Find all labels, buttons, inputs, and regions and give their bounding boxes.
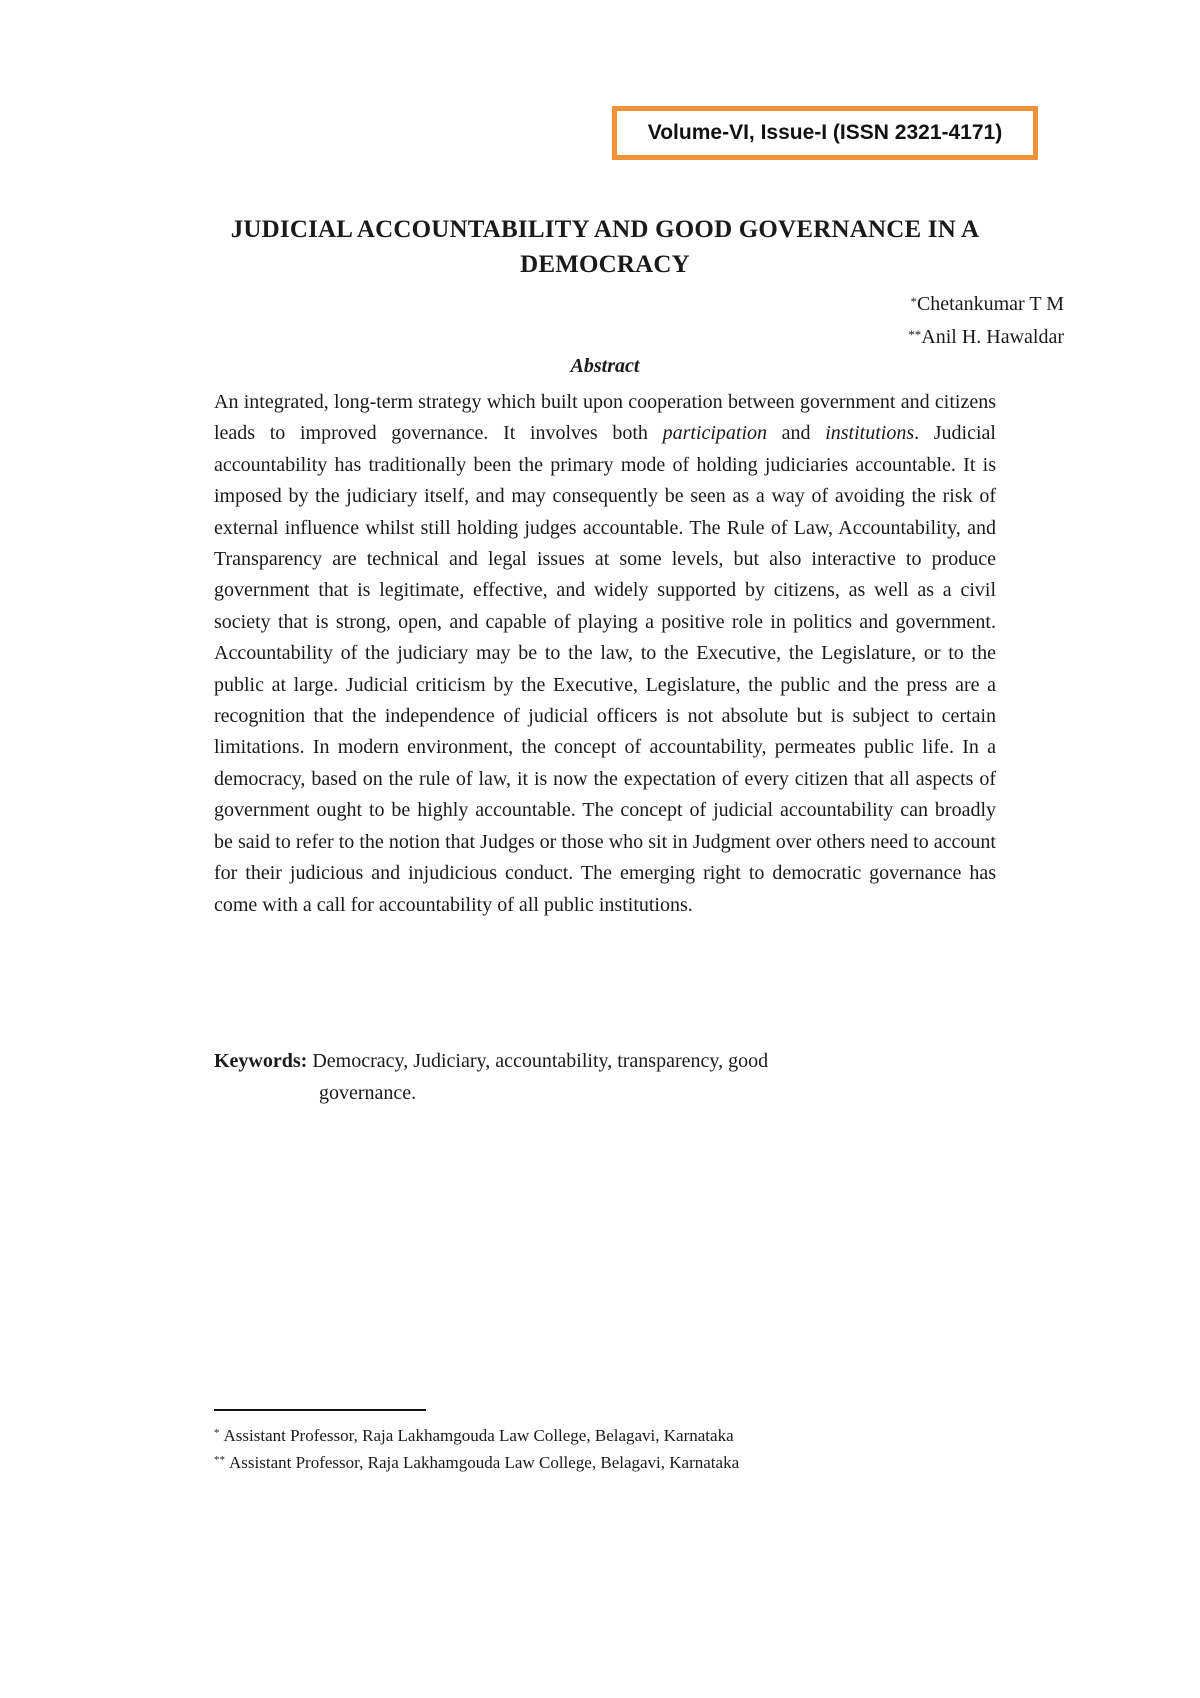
keywords-line-2: governance. (319, 1082, 417, 1104)
footnote-2 (214, 1451, 739, 1475)
footnote-2-marker: ** (214, 1454, 225, 1466)
paper-title-line-1: JUDICIAL ACCOUNTABILITY AND GOOD GOVERNANCE IN A (230, 216, 980, 243)
abstract-heading: Abstract (570, 355, 640, 377)
abstract-body (214, 387, 996, 921)
volume-issue-label: Volume-VI, Issue-I (ISSN 2321-4171) (647, 121, 1003, 144)
abstract-text-3: . Judicial accountability has traditionally been the primary mode of holding judiciaries accountable. It is imposed by the judiciary itself, and may consequently be seen as a way of avoiding the risk of external influence whilst still holding judges accountable. The Rule of Law, Accountability, and Transparency are technical and legal issues at some levels, but also interactive to produce government that is legitimate, effective, and widely supported by citizens, as well as a civil society that is strong, open, and capable of playing a positive role in politics and government. Accountability of the judiciary may be to the law, to the Executive, the Legislature, or to the public at large. Judicial criticism by the Executive, Legislature, the public and the press are a recognition that the independence of judicial officers is not absolute but is subject to certain limitations. In modern environment, the concept of accountability, permeates public life. In a democracy, based on the rule of law, it is now the expectation of every citizen that all aspects of government ought to be highly accountable. The concept of judicial accountability can broadly be said to refer to the notion that Judges or those who sit in Judgment over others need to account for their judicious and injudicious conduct. The emerging right to democratic governance has come with a call for accountability of all public institutions. (214, 422, 996, 916)
author-1-marker: * (910, 294, 917, 309)
abstract-text-2: and (767, 422, 826, 445)
author-2-name: Anil H. Hawaldar (921, 326, 1064, 348)
paper-title (150, 212, 1060, 282)
author-2 (908, 324, 1064, 350)
author-2-marker: ** (908, 327, 922, 342)
abstract-emphasis-participation: participation (662, 422, 768, 445)
footnote-1-text: Assistant Professor, Raja Lakhamgouda Law College, Belagavi, Karnataka (223, 1426, 734, 1445)
paper-title-line-2: DEMOCRACY (520, 251, 690, 278)
keywords-label: Keywords: (214, 1050, 308, 1072)
abstract-text-1: An integrated, long-term strategy which built upon cooperation between government and citizens leads to improved governance. It involves both (214, 391, 996, 445)
footnote-divider (214, 1409, 426, 1411)
keywords (214, 1045, 914, 1109)
footnote-2-text: Assistant Professor, Raja Lakhamgouda Law College, Belagavi, Karnataka (229, 1453, 740, 1472)
volume-issue-badge (612, 106, 1038, 160)
footnote-1 (214, 1424, 734, 1448)
keywords-line-1: Democracy, Judiciary, accountability, transparency, good (312, 1050, 769, 1072)
author-1 (910, 291, 1064, 317)
abstract-emphasis-institutions: institutions (825, 422, 915, 445)
author-1-name: Chetankumar T M (916, 293, 1064, 315)
footnote-1-marker: * (214, 1427, 220, 1439)
